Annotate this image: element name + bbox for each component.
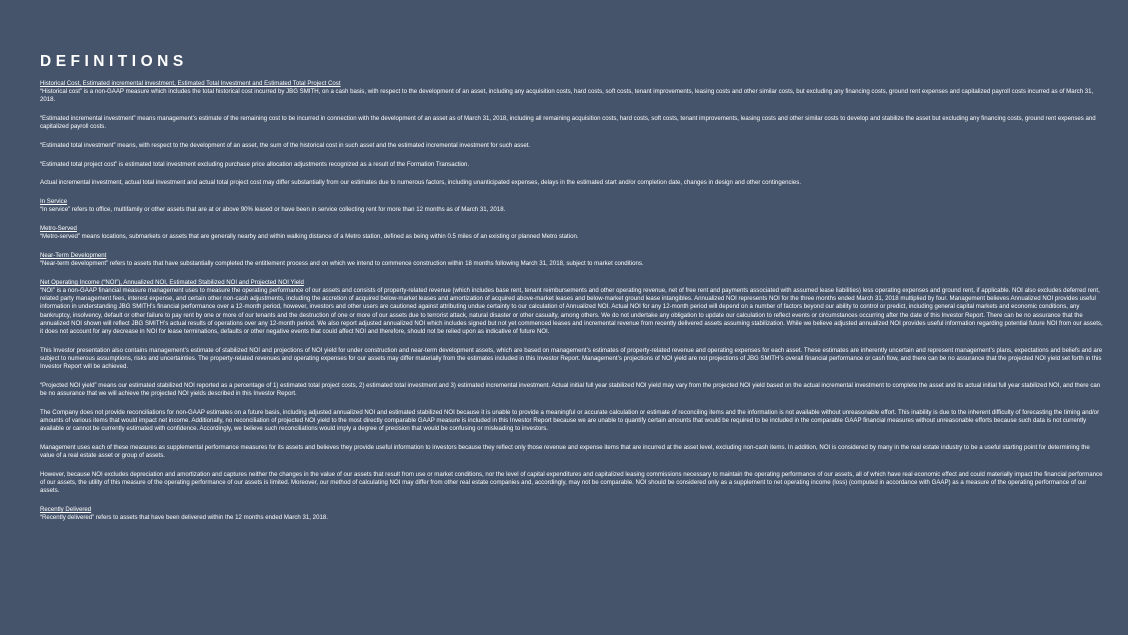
definition-stabilized-noi-estimates: This Investor presentation also contains management’s estimate of stabilized NOI and projections of NOI yield for under construction and near-term development assets, which are based on management’s estimates of property-related revenue and operating expenses for each asset. These estimates are inherently uncertain and represent management’s plans, expectations and beliefs and are subject to numerous assumptions, risks and uncertainties. The property-related revenues and operating expenses for our assets may differ materially from the estimates included in this Investor Report. Management’s projections of NOI yield are not projections of JBG SMITH’s overall financial performance or cash flow, and there can be no assurance that the projected NOI yield set forth in this Investor Report will be achieved.: [40, 346, 1103, 371]
page-title: DEFINITIONS: [40, 53, 188, 70]
section-heading-in-service: In Service: [40, 198, 68, 206]
definition-supplemental-measures: Management uses each of these measures as supplemental performance measures for its assets and believes they provide useful information to investors because they reflect only those revenue and expense items that are incurred at the asset level, excluding non-cash items. In addition, NOI is considered by many in the real estate industry to be a useful starting point for determining the value of a real estate asset or group of assets.: [40, 443, 1090, 460]
definition-projected-noi-yield: “Projected NOI yield” means our estimated stabilized NOI reported as a percentage of 1) estimated total project costs, 2) estimated total investment and 3) estimated incremental investment. Actual initial full year stabilized NOI yield may vary from the projected NOI yield based on the actual incremental investment to complete the asset and its actual initial full year stabilized NOI, and there can be no assurance that we will achieve the projected NOI yields described in this Investor Report.: [40, 381, 1101, 398]
section-heading-noi: Net Operating Income (“NOI”), Annualized NOI, Estimated Stabilized NOI and Projected NOI Yield: [40, 278, 304, 286]
section-heading-metro-served: Metro-Served: [40, 225, 77, 233]
definition-recently-delivered: “Recently delivered” refers to assets that have been delivered within the 12 months ended March 31, 2018.: [40, 514, 328, 522]
section-historical-cost: [40, 80, 1104, 188]
section-near-term-development: [40, 252, 1104, 268]
section-metro-served: [40, 225, 1104, 241]
definition-historical-cost: “Historical cost” is a non-GAAP measure which includes the total historical cost incurred by JBG SMITH, on a cash basis, with respect to the development of an asset, including any acquisition costs, hard costs, soft costs, tenant improvements, leasing costs and other similar costs, but excluding any financing costs, ground rent expenses and capitalized payroll costs incurred as of March 31, 2018.: [40, 88, 1094, 104]
definition-noi: “NOI” is a non-GAAP financial measure management uses to measure the operating performance of our assets and consists of property-related revenue (which includes base rent, tenant reimbursements and other operating revenue, net of free rent and payments associated with assumed lease liabilities) less operating expenses and ground rent, if applicable. NOI also excludes deferred rent, related party management fees, interest expense, and certain other non-cash adjustments, including the accretion of acquired below-market leases and amortization of acquired above-market leases and below-market ground lease intangibles. Annualized NOI represents NOI for the three months ended March 31, 2018 multiplied by four. Management believes Annualized NOI provides useful information in understanding JBG SMITH’s financial performance over a 12-month period, however, investors and other users are cautioned against attributing undue certainty to our calculation of Annualized NOI. Actual NOI for any 12-month period will depend on a number of factors beyond our ability to control or predict, including general capital markets and economic conditions, any bankruptcy, insolvency, default or other failure to pay rent by one or more of our tenants and the destruction of one or more of our assets due to terrorist attack, natural disaster or other casualty, among others. We do not undertake any obligation to update our calculation to reflect events or circumstances occurring after the date of this Investor Report. There can be no assurance that the annualized NOI shown will reflect JBG SMITH’s actual results of operations over any 12-month period. We also report adjusted annualized NOI which includes signed but not yet commenced leases and incremental revenue from recently delivered assets assuming stabilization. While we believe adjusted annualized NOI provides useful information regarding potential future NOI from our assets, it does not account for any decrease in NOI for lease terminations, defaults or other negative events that could affect NOI and therefore, should not be relied upon as indicative of future NOI.: [40, 287, 1103, 336]
definition-noi-limitations: However, because NOI excludes depreciation and amortization and captures neither the changes in the value of our assets that result from use or market conditions, nor the level of capital expenditures and capitalized leasing commissions necessary to maintain the operating performance of our assets, all of which have real economic effect and could materially impact the financial performance of our assets, the utility of this measure of the operating performance of our assets is limited. Moreover, our method of calculating NOI may differ from other real estate companies and, accordingly, may not be comparable. NOI should be considered only as a supplement to net operating income (loss) (computed in accordance with GAAP) as a measure of the operating performance of our assets.: [40, 470, 1103, 495]
definition-estimated-total-project-cost: “Estimated total project cost” is estimated total investment excluding purchase price allocation adjustments recognized as a result of the Formation Transaction.: [40, 160, 470, 168]
definition-non-gaap-reconciliation: The Company does not provide reconciliations for non-GAAP estimates on a future basis, including adjusted annualized NOI and estimated stabilized NOI because it is unable to provide a meaningful or accurate calculation or estimate of reconciling items and the information is not available without unreasonable effort. This inability is due to the inherent difficulty of forecasting the timing and/or amounts of various items that would impact net income. Additionally, no reconciliation of projected NOI yield to the most directly comparable GAAP measure is included in this Investor Report because we are unable to quantify certain amounts that would be required to be included in the comparable GAAP financial measures without unreasonable efforts because such data is not currently available or cannot be currently estimated with confidence. Accordingly, we believe such reconciliations would imply a degree of precision that would be confusing or misleading to investors.: [40, 408, 1100, 433]
section-heading-recently-delivered: Recently Delivered: [40, 505, 92, 513]
definition-estimated-total-investment: “Estimated total investment” means, with respect to the development of an asset, the sum of the historical cost in such asset and the estimated incremental investment for such asset.: [40, 142, 531, 150]
section-heading-near-term-development: Near-Term Development: [40, 251, 107, 259]
section-recently-delivered: [40, 506, 1104, 522]
definition-actual-investment-note: Actual incremental investment, actual total investment and actual total project cost may differ substantially from our estimates due to numerous factors, including unanticipated expenses, delays in the estimated start and/or completion date, changes in design and other contingencies.: [40, 179, 802, 187]
section-heading-historical-cost: Historical Cost, Estimated incremental investment, Estimated Total Investment and Estimated Total Project Cost: [40, 80, 341, 87]
section-noi: [40, 279, 1104, 496]
definitions-content: [40, 80, 1104, 533]
definition-estimated-incremental-investment: “Estimated incremental investment” means management’s estimate of the remaining cost to be incurred in connection with the development of an asset as of March 31, 2018, including all remaining acquisition costs, hard costs, soft costs, tenant improvements, leasing costs and other similar costs to develop and stabilize the asset but excluding any financing costs, ground rent expenses and capitalized payroll costs.: [40, 115, 1096, 131]
section-in-service: [40, 198, 1104, 214]
definition-near-term-development: “Near-term development” refers to assets that have substantially completed the entitlement process and on which we intend to commence construction within 18 months following March 31, 2018, subject to market conditions.: [40, 260, 644, 268]
definition-in-service: “In service” refers to office, multifamily or other assets that are at or above 90% leased or have been in service collecting rent for more than 12 months as of March 31, 2018.: [40, 206, 506, 214]
definition-metro-served: “Metro-served” means locations, submarkets or assets that are generally nearby and within walking distance of a Metro station, defined as being within 0.5 miles of an existing or planned Metro station.: [40, 233, 579, 241]
